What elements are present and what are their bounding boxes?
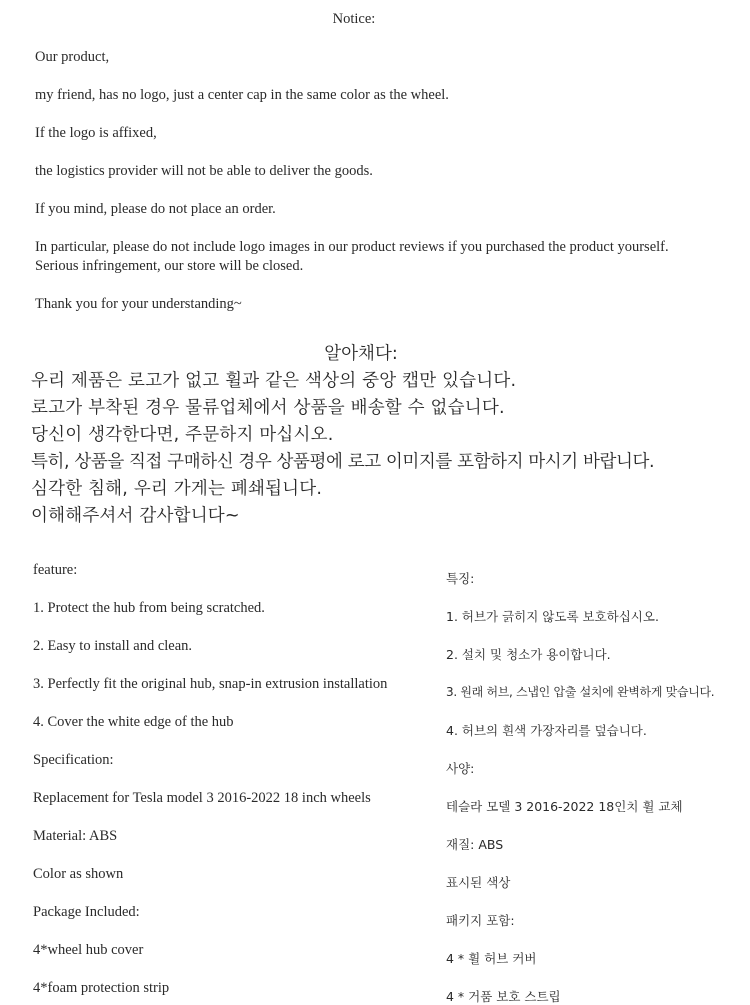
notice-title: Notice: xyxy=(332,11,376,27)
notice-line: Our product, xyxy=(35,49,110,65)
notice-line: Thank you for your understanding~ xyxy=(35,296,242,312)
feature-item: 1. Protect the hub from being scratched. xyxy=(33,600,265,616)
package-heading: Package Included: xyxy=(33,904,140,920)
specification-item-kr: 재질: ABS xyxy=(446,837,504,852)
feature-item: 4. Cover the white edge of the hub xyxy=(33,714,234,730)
korean-notice-line: 우리 제품은 로고가 없고 휠과 같은 색상의 중앙 캡만 있습니다. xyxy=(31,371,517,391)
feature-heading: feature: xyxy=(33,562,78,578)
korean-notice-title: 알아채다: xyxy=(324,344,398,364)
korean-notice-line: 특히, 상품을 직접 구매하신 경우 상품평에 로고 이미지를 포함하지 마시기 바랍니다. xyxy=(31,452,655,472)
specification-item: Material: ABS xyxy=(33,828,118,844)
notice-line: In particular, please do not include logo images in our product reviews if you purchased the product yourself. xyxy=(35,239,669,255)
feature-item-kr: 4. 허브의 흰색 가장자리를 덮습니다. xyxy=(446,723,647,738)
package-item-kr: 4 * 거품 보호 스트립 xyxy=(446,989,561,1004)
package-item: 4*wheel hub cover xyxy=(33,942,144,958)
feature-heading-kr: 특징: xyxy=(446,571,475,586)
korean-notice-line: 로고가 부착된 경우 물류업체에서 상품을 배송할 수 없습니다. xyxy=(31,398,505,418)
specification-heading-kr: 사양: xyxy=(446,761,475,776)
specification-item: Replacement for Tesla model 3 2016-2022 18 inch wheels xyxy=(33,790,371,806)
korean-notice-line: 이해해주셔서 감사합니다~ xyxy=(31,506,240,526)
notice-line: If the logo is affixed, xyxy=(35,125,157,141)
feature-item-kr: 2. 설치 및 청소가 용이합니다. xyxy=(446,647,611,662)
specification-item: Color as shown xyxy=(33,866,124,882)
korean-notice-line: 당신이 생각한다면, 주문하지 마십시오. xyxy=(31,425,334,445)
feature-item-kr: 1. 허브가 긁히지 않도록 보호하십시오. xyxy=(446,609,659,624)
package-heading-kr: 패키지 포함: xyxy=(446,913,515,928)
specification-heading: Specification: xyxy=(33,752,114,768)
notice-line: my friend, has no logo, just a center cap in the same color as the wheel. xyxy=(35,87,449,103)
feature-item: 3. Perfectly fit the original hub, snap-in extrusion installation xyxy=(33,676,388,692)
package-item-kr: 4 * 휠 허브 커버 xyxy=(446,951,537,966)
feature-item-kr: 3. 원래 허브, 스냅인 압출 설치에 완벽하게 맞습니다. xyxy=(446,685,715,699)
notice-line: the logistics provider will not be able to deliver the goods. xyxy=(35,163,373,179)
feature-item: 2. Easy to install and clean. xyxy=(33,638,193,654)
specification-item-kr: 테슬라 모델 3 2016-2022 18인치 휠 교체 xyxy=(446,799,683,814)
package-item: 4*foam protection strip xyxy=(33,980,170,996)
specification-item-kr: 표시된 색상 xyxy=(446,875,511,890)
notice-line: Serious infringement, our store will be closed. xyxy=(35,258,304,274)
notice-line: If you mind, please do not place an order. xyxy=(35,201,276,217)
korean-notice-line: 심각한 침해, 우리 가게는 폐쇄됩니다. xyxy=(31,479,323,499)
